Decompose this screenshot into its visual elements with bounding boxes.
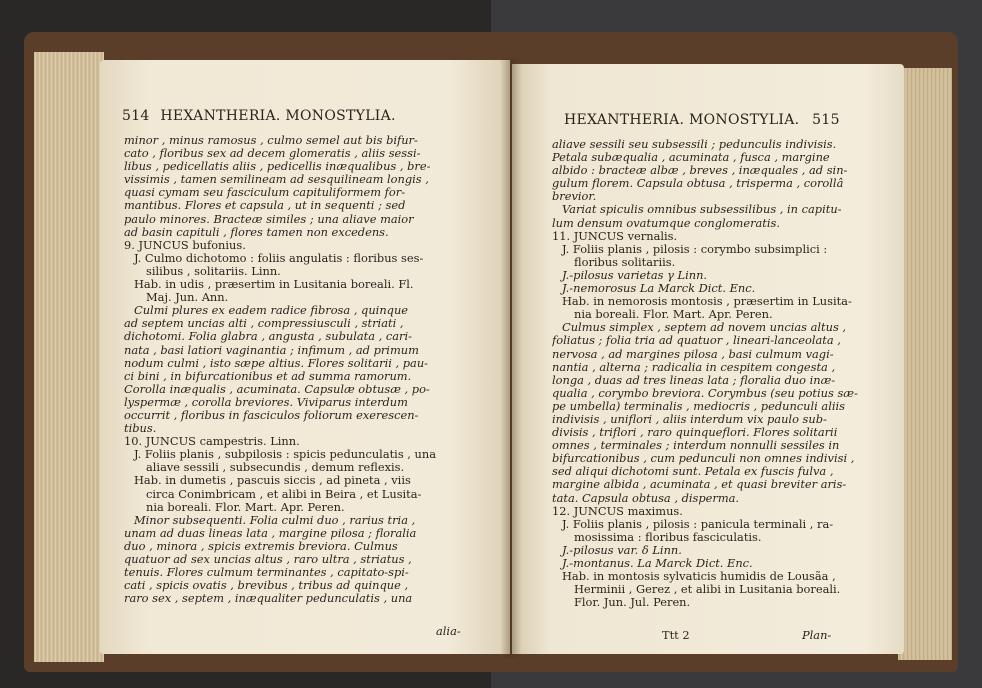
text-line: J.-montanus. La Marck Dict. Enc. [562,557,753,570]
text-line: tibus. [124,422,157,436]
signature-text: Ttt 2 [662,628,690,642]
text-line: duo , minora , spicis extremis breviora. Culmus [124,539,398,553]
text-line: aliave sessili , subsecundis , demum reflexis. [146,461,405,475]
left-page-text [124,134,496,605]
text-line: aliave sessili seu subsessili ; pedunculis indivisis. [552,138,837,151]
text-line: sed aliqui dichotomi sunt. Petala ex fuscis fulva , [552,465,834,479]
text-line: vissimis , tamen semilineam ad sesquilineam longis , [124,173,429,187]
text-line: Hab. in dumetis , pascuis siccis , ad pineta , viis [134,474,411,488]
text-line: Corolla inæqualis , acuminata. Capsulæ obtusæ , po- [124,382,430,396]
text-line: J.-nemorosus La Marck Dict. Enc. [562,282,756,296]
text-line: tata. Capsula obtusa , disperma. [552,491,740,505]
text-line: ad basin capituli , flores tamen non excedens. [124,225,389,239]
right-page-text [552,138,892,609]
right-page-catchword [802,628,831,642]
text-line: foliatus ; folia tria ad quatuor , lineari-lanceolata , [552,334,841,348]
text-line: margine albida , acuminata , et quasi breviter aris- [552,478,847,492]
text-line: raro sex , septem , inæqualiter pedunculatis , una [124,592,413,606]
text-line: 12. JUNCUS maximus. [552,504,683,518]
text-line: paulo minores. Bracteæ similes ; una aliave maior [124,212,414,226]
left-page-catchword [436,624,461,638]
text-line: Culmi plures ex eadem radice fibrosa , quinque [134,304,409,318]
left-page-header [122,108,396,124]
text-line: J. Culmo dichotomo : foliis angulatis : floribus ses- [134,251,424,265]
text-line: quasi cymam seu fasciculum capituliformem for- [124,186,406,200]
page-edges-right [898,68,952,660]
text-line: lum densum ovatumque conglomeratis. [552,216,780,230]
text-line: albido : bracteæ albæ , breves , inæquales , ad sin- [552,164,848,178]
left-page-number: 514 [122,108,150,124]
text-line: Hab. in montosis sylvaticis humidis de Lousãa , [562,570,836,584]
text-line: nia boreali. Flor. Mart. Apr. Peren. [574,308,773,322]
text-line: J.-pilosus var. δ Linn. [562,543,682,557]
text-line: ad septem uncias alti , compressiusculi , striati , [124,317,404,331]
text-line: 10. JUNCUS campestris. Linn. [124,435,300,449]
right-page-number: 515 [812,112,840,128]
text-line: Variat spiculis omnibus subsessilibus , in capitu- [562,203,842,217]
text-line: J. Foliis planis , pilosis : panicula terminali , ra- [562,517,834,531]
text-line: nodum culmi , isto sæpe altius. Flores solitarii , pau- [124,356,429,370]
text-line: Hab. in udis , præsertim in Lusitania boreali. Fl. [134,278,414,292]
catchword-text: alia- [436,624,461,638]
text-line: longa , duas ad tres lineas lata ; floralia duo inæ- [552,373,836,387]
text-line: mantibus. Flores et capsula , ut in sequenti ; sed [124,199,406,213]
text-line: dichotomi. Folia glabra , angusta , subulata , cari- [124,330,412,344]
text-line: Minor subsequenti. Folia culmi duo , rarius tria , [134,513,416,527]
text-line: silibus , solitariis. Linn. [146,264,281,278]
text-line: brevior. [552,190,597,204]
text-line: cati , spicis ovatis , brevibus , tribus ad quinque , [124,579,409,593]
text-line: gulum florem. Capsula obtusa , trisperma , corollâ [552,177,844,191]
text-line: occurrit , floribus in fasciculos foliorum exerescen- [124,408,419,422]
text-line: Maj. Jun. Ann. [146,291,229,305]
book-gutter [500,58,522,658]
left-page [100,60,510,654]
text-line: lyspermæ , corolla breviores. Viviparus interdum [124,395,408,409]
text-line: Herminii , Gerez , et alibi in Lusitania boreali. [574,583,841,597]
text-line: Hab. in nemorosis montosis , præsertim in Lusita- [562,295,852,309]
text-line: Petala subæqualia , acuminata , fusca , margine [552,151,830,165]
text-line: quatuor ad sex uncias altus , raro ultra , striatus , [124,553,412,566]
catchword-text: Plan- [802,628,832,642]
text-line: divisis , triflori , raro quinqueflori. Flores solitarii [552,426,838,440]
right-page-header-title: HEXANTHERIA. MONOSTYLIA. [564,112,800,128]
text-line: 11. JUNCUS vernalis. [552,229,678,243]
text-line: nervosa , ad margines pilosa , basi culmum vagi- [552,347,834,361]
text-line: J.-pilosus varietas γ Linn. [562,268,708,282]
text-line: libus , pedicellatis aliis , pedicellis inæqualibus , bre- [124,160,431,174]
right-page-signature [662,628,690,642]
right-page [512,64,904,654]
text-line: Flor. Jun. Jul. Peren. [574,596,691,610]
text-line: indivisis , uniflori , aliis interdum vix paulo sub- [552,412,827,426]
text-line: circa Conimbricam , et alibi in Beira , et Lusita- [146,487,422,501]
text-line: ci bini , in bifurcationibus et ad summa ramorum. [124,369,412,383]
right-page-header [564,112,846,128]
text-line: nantia , alterna ; radicalia in cespitem congesta , [552,360,836,374]
text-line: J. Foliis planis , pilosis : corymbo subsimplici : [562,242,828,256]
text-line: bifurcationibus , cum pedunculi non omnes indivisi , [552,452,855,466]
text-line: minor , minus ramosus , culmo semel aut bis bifur- [124,134,418,147]
text-line: floribus solitariis. [574,255,676,269]
text-line: mosissima : floribus fasciculatis. [574,530,762,544]
text-line: nia boreali. Flor. Mart. Apr. Peren. [146,500,345,514]
text-line: unam ad duas lineas lata , margine pilosa ; floralia [124,526,417,540]
text-line: nata , basi latiori vaginantia ; infimum , ad primum [124,343,419,357]
text-line: qualia , corymbo breviora. Corymbus (seu potius sæ- [552,386,858,400]
text-line: pe umbella) terminalis , mediocris , pedunculi aliis [552,399,845,413]
text-line: 9. JUNCUS bufonius. [124,238,246,252]
page-edges-left [34,52,104,662]
text-line: J. Foliis planis , subpilosis : spicis pedunculatis , una [134,448,436,462]
text-line: tenuis. Flores culmum terminantes , capitato-spi- [124,566,409,580]
left-page-header-title: HEXANTHERIA. MONOSTYLIA. [160,108,396,124]
text-line: Culmus simplex , septem ad novem uncias altus , [562,321,847,335]
text-line: cato , floribus sex ad decem glomeratis , aliis sessi- [124,147,421,161]
text-line: omnes , terminales ; interdum nonnulli sessiles in [552,439,840,453]
